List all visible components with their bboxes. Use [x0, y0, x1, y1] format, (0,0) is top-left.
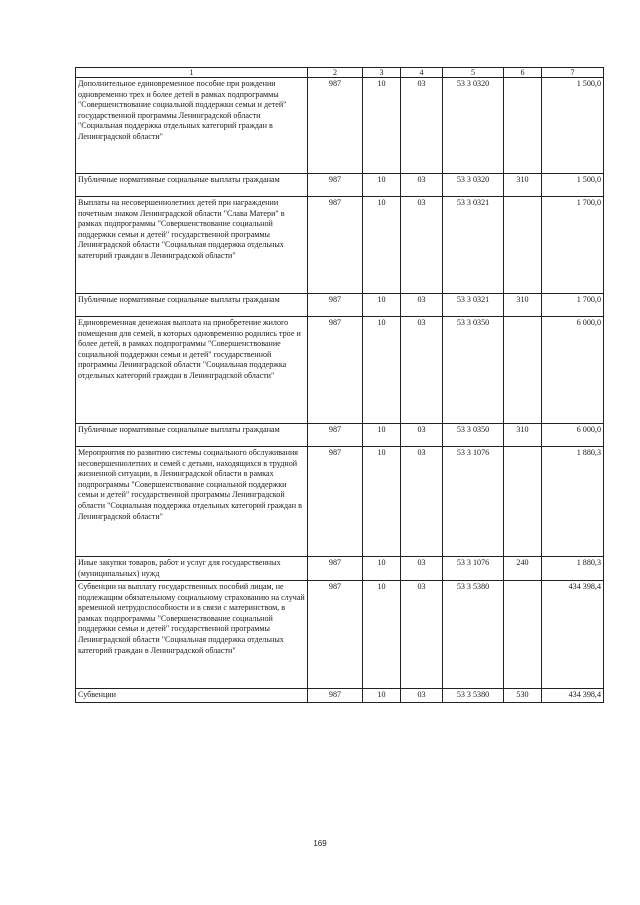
cell-target-article: 53 3 5380 [443, 581, 504, 689]
cell-ministry: 987 [308, 78, 363, 174]
cell-expense-type [504, 78, 542, 174]
column-header-6: 6 [504, 68, 542, 78]
cell-ministry: 987 [308, 294, 363, 317]
table-row [76, 581, 604, 689]
row-name: Единовременная денежная выплата на приобретение жилого помещения для семей, в которых одновременно родились трое и более детей, в рамках подпрограммы "Совершенствование социальной поддержки семьи и детей" государственной программы Ленинградской области "Социальная поддержка отдельных категорий граждан в Ленинградской области" [76, 317, 308, 424]
row-name: Публичные нормативные социальные выплаты гражданам [76, 294, 308, 317]
cell-ministry: 987 [308, 197, 363, 294]
table-row [76, 317, 604, 424]
row-name: Публичные нормативные социальные выплаты гражданам [76, 424, 308, 447]
row-name: Иные закупки товаров, работ и услуг для государственных (муниципальных) нужд [76, 557, 308, 581]
cell-amount: 434 398,4 [542, 581, 604, 689]
cell-ministry: 987 [308, 581, 363, 689]
cell-amount: 6 000,0 [542, 424, 604, 447]
cell-amount: 1 500,0 [542, 78, 604, 174]
cell-target-article: 53 3 0320 [443, 174, 504, 197]
cell-subsection: 03 [401, 557, 443, 581]
table-row [76, 78, 604, 174]
table-row [76, 447, 604, 557]
budget-table [75, 67, 604, 703]
cell-amount: 1 500,0 [542, 174, 604, 197]
column-header-5: 5 [443, 68, 504, 78]
cell-target-article: 53 3 1076 [443, 447, 504, 557]
table-row [76, 174, 604, 197]
cell-expense-type: 530 [504, 689, 542, 703]
cell-target-article: 53 3 5380 [443, 689, 504, 703]
column-header-2: 2 [308, 68, 363, 78]
cell-section: 10 [363, 447, 401, 557]
cell-section: 10 [363, 174, 401, 197]
table-header-row [76, 68, 604, 78]
column-header-3: 3 [363, 68, 401, 78]
cell-amount: 1 700,0 [542, 294, 604, 317]
cell-subsection: 03 [401, 581, 443, 689]
cell-amount: 1 880,3 [542, 447, 604, 557]
cell-ministry: 987 [308, 424, 363, 447]
cell-subsection: 03 [401, 447, 443, 557]
cell-subsection: 03 [401, 197, 443, 294]
cell-ministry: 987 [308, 317, 363, 424]
row-name: Субвенции [76, 689, 308, 703]
cell-expense-type: 310 [504, 424, 542, 447]
cell-subsection: 03 [401, 78, 443, 174]
cell-amount: 1 700,0 [542, 197, 604, 294]
table-row [76, 689, 604, 703]
row-name: Выплаты на несовершеннолетних детей при награждении почетным знаком Ленинградской области "Слава Матери" в рамках подпрограммы "Совершенствование социальной поддержки семьи и детей" государственной программы Ленинградской области "Социальная поддержка отдельных категорий граждан в Ленинградской области" [76, 197, 308, 294]
cell-amount: 434 398,4 [542, 689, 604, 703]
cell-expense-type [504, 197, 542, 294]
cell-section: 10 [363, 424, 401, 447]
row-name: Публичные нормативные социальные выплаты гражданам [76, 174, 308, 197]
cell-ministry: 987 [308, 174, 363, 197]
cell-ministry: 987 [308, 557, 363, 581]
row-name: Субвенции на выплату государственных пособий лицам, не подлежащим обязательному социальному страхованию на случай временной нетрудоспособности и в связи с материнством, в рамках подпрограммы "Совершенствование социальной поддержки семьи и детей" государственной программы Ленинградской области "Социальная поддержка отдельных категорий граждан в Ленинградской области" [76, 581, 308, 689]
cell-target-article: 53 3 1076 [443, 557, 504, 581]
cell-section: 10 [363, 294, 401, 317]
cell-subsection: 03 [401, 317, 443, 424]
cell-expense-type: 240 [504, 557, 542, 581]
cell-subsection: 03 [401, 424, 443, 447]
cell-amount: 6 000,0 [542, 317, 604, 424]
cell-section: 10 [363, 581, 401, 689]
cell-target-article: 53 3 0350 [443, 424, 504, 447]
cell-subsection: 03 [401, 689, 443, 703]
column-header-7: 7 [542, 68, 604, 78]
cell-expense-type [504, 447, 542, 557]
cell-ministry: 987 [308, 447, 363, 557]
table-row [76, 424, 604, 447]
row-name: Мероприятия по развитию системы социального обслуживания несовершеннолетних и семей с детьми, находящихся в трудной жизненной ситуации, в Ленинградской области в рамках подпрограммы "Совершенствование социальной поддержки семьи и детей" государственной программы Ленинградской области "Социальная поддержка отдельных категорий граждан в Ленинградской области" [76, 447, 308, 557]
cell-expense-type: 310 [504, 294, 542, 317]
cell-section: 10 [363, 197, 401, 294]
table-row [76, 197, 604, 294]
table-row [76, 557, 604, 581]
cell-ministry: 987 [308, 689, 363, 703]
cell-amount: 1 880,3 [542, 557, 604, 581]
cell-section: 10 [363, 689, 401, 703]
column-header-1: 1 [76, 68, 308, 78]
cell-subsection: 03 [401, 294, 443, 317]
cell-expense-type [504, 581, 542, 689]
table-row [76, 294, 604, 317]
page-number: 169 [313, 839, 327, 848]
cell-target-article: 53 3 0350 [443, 317, 504, 424]
cell-target-article: 53 3 0321 [443, 294, 504, 317]
cell-expense-type [504, 317, 542, 424]
cell-section: 10 [363, 557, 401, 581]
cell-section: 10 [363, 317, 401, 424]
cell-subsection: 03 [401, 174, 443, 197]
cell-section: 10 [363, 78, 401, 174]
cell-target-article: 53 3 0321 [443, 197, 504, 294]
column-header-4: 4 [401, 68, 443, 78]
cell-target-article: 53 3 0320 [443, 78, 504, 174]
cell-expense-type: 310 [504, 174, 542, 197]
row-name: Дополнительное единовременное пособие при рождении одновременно трех и более детей в рамках подпрограммы "Совершенствование социальной поддержки семьи и детей" государственной программы Ленинградской области "Социальная поддержка отдельных категорий граждан в Ленинградской области" [76, 78, 308, 174]
